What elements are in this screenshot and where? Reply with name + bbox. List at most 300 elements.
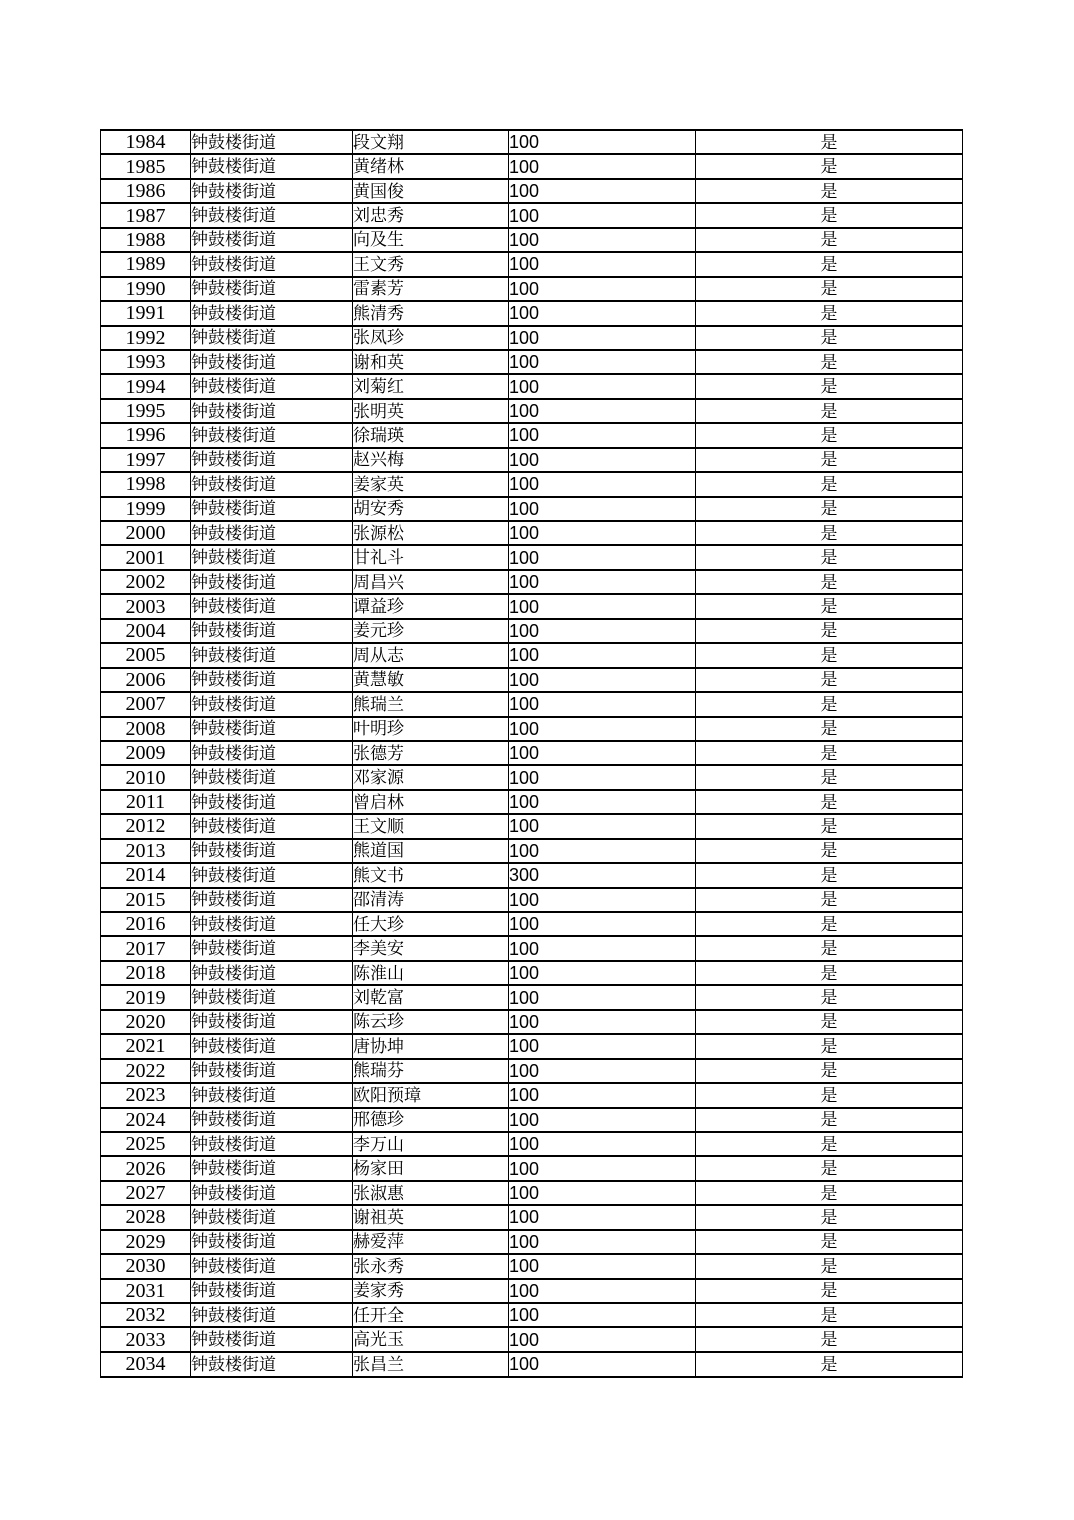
cell-serial-number: 2010 xyxy=(101,765,191,789)
cell-amount: 100 xyxy=(509,1327,696,1351)
cell-serial-number: 2008 xyxy=(101,717,191,741)
cell-street: 钟鼓楼街道 xyxy=(191,423,353,447)
cell-confirmed: 是 xyxy=(696,814,963,838)
cell-amount: 100 xyxy=(509,668,696,692)
cell-confirmed: 是 xyxy=(696,643,963,667)
table-row xyxy=(101,423,963,447)
cell-street: 钟鼓楼街道 xyxy=(191,741,353,765)
table-row xyxy=(101,1108,963,1132)
cell-confirmed: 是 xyxy=(696,130,963,154)
table-row xyxy=(101,717,963,741)
cell-confirmed: 是 xyxy=(696,594,963,618)
cell-confirmed: 是 xyxy=(696,717,963,741)
cell-serial-number: 1991 xyxy=(101,301,191,325)
cell-person-name: 王文顺 xyxy=(353,814,509,838)
cell-person-name: 徐瑞瑛 xyxy=(353,423,509,447)
table-row xyxy=(101,545,963,569)
cell-confirmed: 是 xyxy=(696,741,963,765)
cell-confirmed: 是 xyxy=(696,1156,963,1180)
cell-street: 钟鼓楼街道 xyxy=(191,814,353,838)
cell-amount: 100 xyxy=(509,326,696,350)
cell-person-name: 姜元珍 xyxy=(353,619,509,643)
cell-confirmed: 是 xyxy=(696,765,963,789)
cell-serial-number: 1999 xyxy=(101,497,191,521)
cell-serial-number: 1990 xyxy=(101,277,191,301)
cell-person-name: 刘菊红 xyxy=(353,374,509,398)
cell-confirmed: 是 xyxy=(696,179,963,203)
cell-serial-number: 1988 xyxy=(101,228,191,252)
table-row xyxy=(101,350,963,374)
cell-person-name: 赫爱萍 xyxy=(353,1230,509,1254)
cell-confirmed: 是 xyxy=(696,472,963,496)
cell-serial-number: 2033 xyxy=(101,1327,191,1351)
cell-confirmed: 是 xyxy=(696,301,963,325)
cell-amount: 100 xyxy=(509,1132,696,1156)
cell-serial-number: 2028 xyxy=(101,1205,191,1229)
cell-amount: 100 xyxy=(509,717,696,741)
cell-amount: 100 xyxy=(509,301,696,325)
cell-serial-number: 2018 xyxy=(101,961,191,985)
cell-street: 钟鼓楼街道 xyxy=(191,643,353,667)
cell-serial-number: 1997 xyxy=(101,448,191,472)
cell-street: 钟鼓楼街道 xyxy=(191,1279,353,1303)
cell-amount: 100 xyxy=(509,594,696,618)
cell-confirmed: 是 xyxy=(696,1352,963,1377)
cell-person-name: 赵兴梅 xyxy=(353,448,509,472)
cell-street: 钟鼓楼街道 xyxy=(191,1254,353,1278)
cell-confirmed: 是 xyxy=(696,961,963,985)
cell-person-name: 向及生 xyxy=(353,228,509,252)
table-row xyxy=(101,252,963,276)
table-row xyxy=(101,326,963,350)
table-row xyxy=(101,1303,963,1327)
cell-serial-number: 2031 xyxy=(101,1279,191,1303)
cell-amount: 100 xyxy=(509,790,696,814)
table-row xyxy=(101,1279,963,1303)
cell-amount: 100 xyxy=(509,497,696,521)
cell-amount: 100 xyxy=(509,252,696,276)
cell-serial-number: 2024 xyxy=(101,1108,191,1132)
table-row xyxy=(101,594,963,618)
cell-serial-number: 2007 xyxy=(101,692,191,716)
cell-amount: 100 xyxy=(509,399,696,423)
cell-serial-number: 2006 xyxy=(101,668,191,692)
cell-serial-number: 1985 xyxy=(101,154,191,178)
cell-serial-number: 1996 xyxy=(101,423,191,447)
cell-amount: 100 xyxy=(509,1205,696,1229)
cell-confirmed: 是 xyxy=(696,888,963,912)
cell-confirmed: 是 xyxy=(696,1132,963,1156)
cell-confirmed: 是 xyxy=(696,277,963,301)
cell-street: 钟鼓楼街道 xyxy=(191,448,353,472)
cell-confirmed: 是 xyxy=(696,350,963,374)
cell-amount: 100 xyxy=(509,1230,696,1254)
cell-confirmed: 是 xyxy=(696,374,963,398)
cell-person-name: 叶明珍 xyxy=(353,717,509,741)
table-row xyxy=(101,154,963,178)
cell-street: 钟鼓楼街道 xyxy=(191,203,353,227)
table-row xyxy=(101,1083,963,1107)
cell-person-name: 周昌兴 xyxy=(353,570,509,594)
cell-person-name: 陈云珍 xyxy=(353,1010,509,1034)
table-row xyxy=(101,399,963,423)
cell-person-name: 黄慧敏 xyxy=(353,668,509,692)
cell-person-name: 李美安 xyxy=(353,936,509,960)
cell-serial-number: 2000 xyxy=(101,521,191,545)
cell-street: 钟鼓楼街道 xyxy=(191,497,353,521)
cell-confirmed: 是 xyxy=(696,203,963,227)
cell-street: 钟鼓楼街道 xyxy=(191,228,353,252)
cell-serial-number: 2032 xyxy=(101,1303,191,1327)
cell-street: 钟鼓楼街道 xyxy=(191,717,353,741)
cell-street: 钟鼓楼街道 xyxy=(191,179,353,203)
cell-serial-number: 2009 xyxy=(101,741,191,765)
cell-person-name: 张德芳 xyxy=(353,741,509,765)
cell-confirmed: 是 xyxy=(696,228,963,252)
cell-amount: 100 xyxy=(509,1108,696,1132)
cell-street: 钟鼓楼街道 xyxy=(191,277,353,301)
cell-person-name: 谢和英 xyxy=(353,350,509,374)
cell-street: 钟鼓楼街道 xyxy=(191,521,353,545)
cell-person-name: 刘乾富 xyxy=(353,985,509,1009)
cell-serial-number: 2005 xyxy=(101,643,191,667)
cell-person-name: 高光玉 xyxy=(353,1327,509,1351)
cell-amount: 100 xyxy=(509,203,696,227)
table-row xyxy=(101,1010,963,1034)
cell-amount: 100 xyxy=(509,179,696,203)
cell-street: 钟鼓楼街道 xyxy=(191,374,353,398)
cell-confirmed: 是 xyxy=(696,497,963,521)
cell-person-name: 周从志 xyxy=(353,643,509,667)
cell-confirmed: 是 xyxy=(696,839,963,863)
cell-confirmed: 是 xyxy=(696,863,963,887)
cell-amount: 100 xyxy=(509,961,696,985)
table-row xyxy=(101,985,963,1009)
cell-street: 钟鼓楼街道 xyxy=(191,1230,353,1254)
cell-person-name: 黄国俊 xyxy=(353,179,509,203)
cell-serial-number: 2030 xyxy=(101,1254,191,1278)
cell-confirmed: 是 xyxy=(696,1108,963,1132)
cell-serial-number: 2004 xyxy=(101,619,191,643)
cell-street: 钟鼓楼街道 xyxy=(191,619,353,643)
cell-street: 钟鼓楼街道 xyxy=(191,545,353,569)
cell-person-name: 谭益珍 xyxy=(353,594,509,618)
table-row xyxy=(101,961,963,985)
table-row xyxy=(101,839,963,863)
cell-street: 钟鼓楼街道 xyxy=(191,1010,353,1034)
cell-amount: 100 xyxy=(509,839,696,863)
cell-street: 钟鼓楼街道 xyxy=(191,326,353,350)
cell-serial-number: 1987 xyxy=(101,203,191,227)
cell-street: 钟鼓楼街道 xyxy=(191,1156,353,1180)
cell-serial-number: 2015 xyxy=(101,888,191,912)
cell-street: 钟鼓楼街道 xyxy=(191,252,353,276)
cell-serial-number: 2013 xyxy=(101,839,191,863)
cell-street: 钟鼓楼街道 xyxy=(191,350,353,374)
cell-amount: 100 xyxy=(509,643,696,667)
cell-confirmed: 是 xyxy=(696,399,963,423)
table-row xyxy=(101,619,963,643)
table-row xyxy=(101,301,963,325)
cell-street: 钟鼓楼街道 xyxy=(191,1059,353,1083)
cell-amount: 100 xyxy=(509,423,696,447)
cell-street: 钟鼓楼街道 xyxy=(191,301,353,325)
cell-confirmed: 是 xyxy=(696,985,963,1009)
table-row xyxy=(101,814,963,838)
cell-confirmed: 是 xyxy=(696,1059,963,1083)
cell-confirmed: 是 xyxy=(696,1327,963,1351)
table-row xyxy=(101,912,963,936)
cell-confirmed: 是 xyxy=(696,521,963,545)
cell-person-name: 邢德珍 xyxy=(353,1108,509,1132)
cell-serial-number: 2029 xyxy=(101,1230,191,1254)
cell-person-name: 姜家秀 xyxy=(353,1279,509,1303)
cell-street: 钟鼓楼街道 xyxy=(191,863,353,887)
table-row xyxy=(101,790,963,814)
cell-confirmed: 是 xyxy=(696,1010,963,1034)
cell-person-name: 刘忠秀 xyxy=(353,203,509,227)
cell-person-name: 熊道国 xyxy=(353,839,509,863)
cell-amount: 100 xyxy=(509,570,696,594)
cell-person-name: 任大珍 xyxy=(353,912,509,936)
cell-person-name: 谢祖英 xyxy=(353,1205,509,1229)
cell-person-name: 王文秀 xyxy=(353,252,509,276)
cell-street: 钟鼓楼街道 xyxy=(191,1352,353,1377)
cell-amount: 100 xyxy=(509,985,696,1009)
cell-confirmed: 是 xyxy=(696,423,963,447)
cell-street: 钟鼓楼街道 xyxy=(191,570,353,594)
cell-serial-number: 1993 xyxy=(101,350,191,374)
cell-serial-number: 2025 xyxy=(101,1132,191,1156)
cell-person-name: 雷素芳 xyxy=(353,277,509,301)
cell-person-name: 熊文书 xyxy=(353,863,509,887)
cell-person-name: 张明英 xyxy=(353,399,509,423)
cell-person-name: 黄绪林 xyxy=(353,154,509,178)
cell-serial-number: 1989 xyxy=(101,252,191,276)
cell-person-name: 张凤珍 xyxy=(353,326,509,350)
cell-street: 钟鼓楼街道 xyxy=(191,912,353,936)
cell-serial-number: 2011 xyxy=(101,790,191,814)
cell-person-name: 熊清秀 xyxy=(353,301,509,325)
cell-street: 钟鼓楼街道 xyxy=(191,130,353,154)
table-row xyxy=(101,203,963,227)
cell-amount: 100 xyxy=(509,888,696,912)
cell-serial-number: 2003 xyxy=(101,594,191,618)
cell-street: 钟鼓楼街道 xyxy=(191,1181,353,1205)
cell-serial-number: 2002 xyxy=(101,570,191,594)
table-row xyxy=(101,497,963,521)
cell-confirmed: 是 xyxy=(696,1034,963,1058)
cell-person-name: 熊瑞芬 xyxy=(353,1059,509,1083)
cell-person-name: 张淑惠 xyxy=(353,1181,509,1205)
cell-street: 钟鼓楼街道 xyxy=(191,399,353,423)
cell-street: 钟鼓楼街道 xyxy=(191,594,353,618)
cell-confirmed: 是 xyxy=(696,912,963,936)
cell-confirmed: 是 xyxy=(696,790,963,814)
table-row xyxy=(101,570,963,594)
cell-amount: 100 xyxy=(509,154,696,178)
cell-confirmed: 是 xyxy=(696,154,963,178)
cell-street: 钟鼓楼街道 xyxy=(191,888,353,912)
table-row xyxy=(101,692,963,716)
cell-street: 钟鼓楼街道 xyxy=(191,765,353,789)
cell-person-name: 熊瑞兰 xyxy=(353,692,509,716)
cell-street: 钟鼓楼街道 xyxy=(191,985,353,1009)
cell-serial-number: 2027 xyxy=(101,1181,191,1205)
cell-amount: 100 xyxy=(509,692,696,716)
cell-amount: 100 xyxy=(509,1010,696,1034)
cell-confirmed: 是 xyxy=(696,1083,963,1107)
cell-amount: 100 xyxy=(509,1083,696,1107)
cell-amount: 100 xyxy=(509,448,696,472)
cell-amount: 100 xyxy=(509,130,696,154)
cell-street: 钟鼓楼街道 xyxy=(191,1083,353,1107)
cell-confirmed: 是 xyxy=(696,570,963,594)
cell-confirmed: 是 xyxy=(696,1254,963,1278)
cell-amount: 300 xyxy=(509,863,696,887)
cell-street: 钟鼓楼街道 xyxy=(191,839,353,863)
cell-street: 钟鼓楼街道 xyxy=(191,1132,353,1156)
cell-confirmed: 是 xyxy=(696,619,963,643)
cell-street: 钟鼓楼街道 xyxy=(191,668,353,692)
cell-amount: 100 xyxy=(509,374,696,398)
cell-street: 钟鼓楼街道 xyxy=(191,1205,353,1229)
table-row xyxy=(101,643,963,667)
cell-serial-number: 1986 xyxy=(101,179,191,203)
cell-person-name: 甘礼斗 xyxy=(353,545,509,569)
cell-serial-number: 2014 xyxy=(101,863,191,887)
cell-person-name: 张昌兰 xyxy=(353,1352,509,1377)
cell-amount: 100 xyxy=(509,521,696,545)
cell-confirmed: 是 xyxy=(696,252,963,276)
table-row xyxy=(101,1181,963,1205)
cell-street: 钟鼓楼街道 xyxy=(191,692,353,716)
cell-amount: 100 xyxy=(509,1303,696,1327)
payment-table xyxy=(100,129,963,1378)
cell-person-name: 胡安秀 xyxy=(353,497,509,521)
cell-amount: 100 xyxy=(509,1034,696,1058)
cell-person-name: 唐协坤 xyxy=(353,1034,509,1058)
table-row xyxy=(101,374,963,398)
cell-street: 钟鼓楼街道 xyxy=(191,472,353,496)
payment-table-body xyxy=(101,130,963,1377)
cell-serial-number: 2021 xyxy=(101,1034,191,1058)
cell-serial-number: 1994 xyxy=(101,374,191,398)
cell-confirmed: 是 xyxy=(696,1205,963,1229)
cell-amount: 100 xyxy=(509,228,696,252)
cell-street: 钟鼓楼街道 xyxy=(191,1303,353,1327)
cell-confirmed: 是 xyxy=(696,1181,963,1205)
cell-serial-number: 2020 xyxy=(101,1010,191,1034)
cell-amount: 100 xyxy=(509,350,696,374)
cell-confirmed: 是 xyxy=(696,1303,963,1327)
table-row xyxy=(101,863,963,887)
cell-amount: 100 xyxy=(509,936,696,960)
cell-confirmed: 是 xyxy=(696,448,963,472)
cell-serial-number: 1984 xyxy=(101,130,191,154)
table-row xyxy=(101,448,963,472)
table-row xyxy=(101,277,963,301)
cell-person-name: 姜家英 xyxy=(353,472,509,496)
cell-serial-number: 2016 xyxy=(101,912,191,936)
table-row xyxy=(101,1254,963,1278)
cell-amount: 100 xyxy=(509,1156,696,1180)
table-row xyxy=(101,1156,963,1180)
cell-person-name: 段文翔 xyxy=(353,130,509,154)
cell-confirmed: 是 xyxy=(696,1230,963,1254)
table-row xyxy=(101,1059,963,1083)
cell-amount: 100 xyxy=(509,545,696,569)
table-row xyxy=(101,1205,963,1229)
cell-street: 钟鼓楼街道 xyxy=(191,154,353,178)
cell-street: 钟鼓楼街道 xyxy=(191,1108,353,1132)
cell-serial-number: 1995 xyxy=(101,399,191,423)
cell-amount: 100 xyxy=(509,765,696,789)
cell-amount: 100 xyxy=(509,1254,696,1278)
cell-serial-number: 2019 xyxy=(101,985,191,1009)
cell-amount: 100 xyxy=(509,1279,696,1303)
cell-amount: 100 xyxy=(509,741,696,765)
cell-amount: 100 xyxy=(509,619,696,643)
cell-person-name: 杨家田 xyxy=(353,1156,509,1180)
table-row xyxy=(101,1034,963,1058)
table-row xyxy=(101,179,963,203)
cell-person-name: 张永秀 xyxy=(353,1254,509,1278)
cell-street: 钟鼓楼街道 xyxy=(191,1327,353,1351)
cell-amount: 100 xyxy=(509,277,696,301)
table-row xyxy=(101,765,963,789)
cell-serial-number: 2022 xyxy=(101,1059,191,1083)
table-row xyxy=(101,228,963,252)
cell-person-name: 邵清涛 xyxy=(353,888,509,912)
cell-confirmed: 是 xyxy=(696,936,963,960)
table-row xyxy=(101,668,963,692)
table-row xyxy=(101,1352,963,1377)
cell-serial-number: 2017 xyxy=(101,936,191,960)
cell-street: 钟鼓楼街道 xyxy=(191,936,353,960)
cell-person-name: 李万山 xyxy=(353,1132,509,1156)
cell-person-name: 陈淮山 xyxy=(353,961,509,985)
cell-confirmed: 是 xyxy=(696,1279,963,1303)
cell-serial-number: 2012 xyxy=(101,814,191,838)
cell-confirmed: 是 xyxy=(696,545,963,569)
cell-confirmed: 是 xyxy=(696,326,963,350)
cell-person-name: 曾启林 xyxy=(353,790,509,814)
cell-amount: 100 xyxy=(509,1181,696,1205)
table-row xyxy=(101,1327,963,1351)
cell-serial-number: 2034 xyxy=(101,1352,191,1377)
table-row xyxy=(101,936,963,960)
table-row xyxy=(101,1132,963,1156)
cell-amount: 100 xyxy=(509,1059,696,1083)
table-row xyxy=(101,521,963,545)
cell-amount: 100 xyxy=(509,814,696,838)
cell-person-name: 任开全 xyxy=(353,1303,509,1327)
table-row xyxy=(101,130,963,154)
cell-person-name: 邓家源 xyxy=(353,765,509,789)
cell-amount: 100 xyxy=(509,1352,696,1377)
cell-street: 钟鼓楼街道 xyxy=(191,961,353,985)
cell-street: 钟鼓楼街道 xyxy=(191,1034,353,1058)
cell-amount: 100 xyxy=(509,912,696,936)
cell-serial-number: 2026 xyxy=(101,1156,191,1180)
cell-serial-number: 1992 xyxy=(101,326,191,350)
cell-serial-number: 2001 xyxy=(101,545,191,569)
table-row xyxy=(101,472,963,496)
cell-confirmed: 是 xyxy=(696,692,963,716)
cell-serial-number: 2023 xyxy=(101,1083,191,1107)
cell-serial-number: 1998 xyxy=(101,472,191,496)
